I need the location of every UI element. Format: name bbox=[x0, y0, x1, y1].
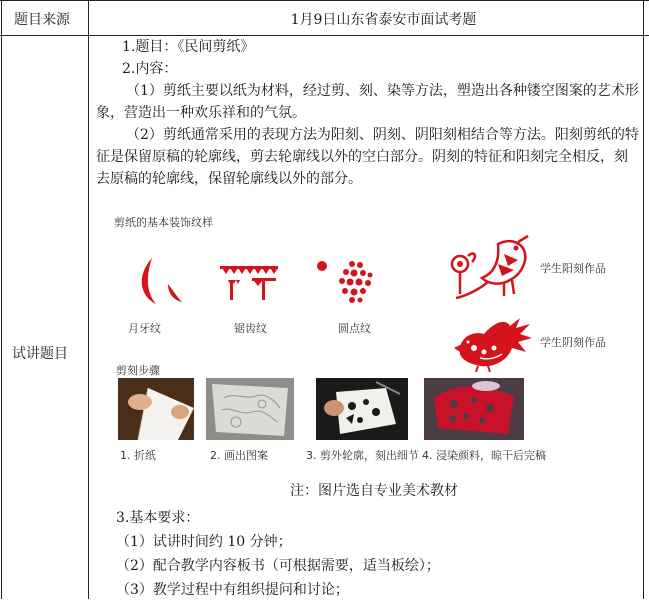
pattern-caption-crescent: 月牙纹 bbox=[128, 322, 161, 335]
paragraph-2: （2）剪纸通常采用的表现方法为阳刻、阴刻、阴阳刻相结合等方法。阳刻剪纸的特征是保留原稿的轮廓线，剪去轮廓线以外的空白部分。阴刻的特征和阳刻完全相反，刻去原稿的轮廓线，保留轮廓线以外的部分。 bbox=[96, 127, 639, 187]
requirements-heading: 3.基本要求： bbox=[116, 510, 200, 526]
topic-line: 1.题目：《民间剪纸》 bbox=[122, 39, 255, 55]
yin-cut-caption: 学生阴刻作品 bbox=[540, 336, 606, 349]
requirement-item-2: （2）配合教学内容板书（可根据需要，适当板绘）； bbox=[116, 558, 440, 574]
table-column-divider bbox=[88, 0, 89, 599]
lecture-topic-label: 试讲题目 bbox=[12, 346, 68, 362]
paper-cutting-figure bbox=[112, 214, 632, 476]
step-caption-3: 3. 剪外轮廓，刻出细节 bbox=[306, 449, 419, 462]
step-caption-1: 1. 折纸 bbox=[120, 449, 156, 462]
dot-pattern-icon bbox=[312, 256, 378, 310]
step-caption-4: 4. 浸染颜料，晾干后完稿 bbox=[422, 449, 546, 462]
step-draw-photo bbox=[206, 378, 294, 440]
source-value: 1月9日山东省泰安市面试考题 bbox=[290, 12, 477, 28]
rooster-yin-cut-image bbox=[450, 314, 532, 372]
table-border-right bbox=[643, 0, 644, 599]
sawtooth-pattern-icon bbox=[218, 262, 280, 304]
patterns-heading: 剪纸的基本装饰纹样 bbox=[114, 216, 213, 229]
crescent-pattern-icon bbox=[134, 256, 184, 306]
source-label: 题目来源 bbox=[14, 12, 70, 28]
table-border-left bbox=[1, 0, 2, 599]
bird-yang-cut-image bbox=[448, 234, 540, 306]
yang-cut-caption: 学生阳刻作品 bbox=[540, 262, 606, 275]
content-block bbox=[96, 36, 641, 190]
content-heading: 2.内容： bbox=[122, 61, 178, 77]
requirements-block bbox=[116, 506, 641, 602]
step-fold-photo bbox=[118, 378, 194, 440]
pattern-caption-sawtooth: 锯齿纹 bbox=[234, 322, 267, 335]
table-border-top bbox=[0, 0, 649, 1]
step-dye-photo bbox=[424, 378, 524, 440]
steps-heading: 剪刻步骤 bbox=[116, 364, 160, 377]
step-cut-photo bbox=[316, 378, 408, 440]
figure-note: 注：图片选自专业美术教材 bbox=[290, 483, 458, 499]
requirement-item-1: （1）试讲时间约 10 分钟； bbox=[116, 534, 292, 550]
pattern-caption-dots: 圆点纹 bbox=[338, 322, 371, 335]
paragraph-1: （1）剪纸主要以纸为材料，经过剪、刻、染等方法，塑造出各种镂空图案的艺术形象，营造出一种欢乐祥和的气氛。 bbox=[96, 83, 639, 121]
requirement-item-3: （3）教学过程中有组织提问和讨论； bbox=[116, 582, 349, 598]
step-caption-2: 2. 画出图案 bbox=[210, 449, 268, 462]
